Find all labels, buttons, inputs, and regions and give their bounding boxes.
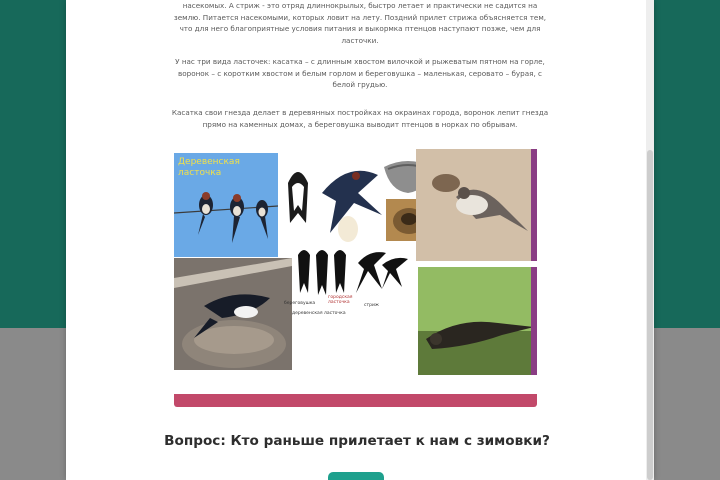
- article-page: [66, 0, 654, 480]
- article-line: У нас три вида ласточек: касатка – с длинным хвостом вилочкой и рыжеватым пятном на горле,: [175, 57, 545, 66]
- swallows-illustration: [174, 149, 537, 375]
- village-swallows-icon: [174, 153, 278, 257]
- city-swallow-panel: [174, 258, 292, 370]
- article-line: насекомых. А стриж - это отряд длиннокрылых, быстро летает и практически не садится на: [182, 1, 538, 10]
- article-line: ласточки.: [341, 35, 379, 45]
- article-paragraph-2: [168, 56, 552, 91]
- content-divider: [174, 394, 537, 407]
- purple-strip: [531, 267, 537, 375]
- answer-button[interactable]: [328, 472, 384, 480]
- city-swallow-nest-icon: [174, 258, 292, 370]
- article-line: воронок – с коротким хвостом и белым горлом и береговушка – маленькая, серовато – бурая, с: [178, 68, 542, 78]
- article-paragraph-1: [168, 0, 552, 46]
- article-line: белой грудью.: [332, 80, 388, 89]
- scrollbar-thumb[interactable]: [647, 150, 653, 480]
- article-line: землю. Питается насекомыми, которых ловит на лету. Поздний прилет стрижа объясняется тем,: [173, 12, 547, 22]
- bank-swallow-panel: [416, 149, 537, 261]
- village-swallow-panel: [174, 153, 278, 257]
- article-paragraph-3: [168, 107, 552, 130]
- caption-swift: стриж: [364, 303, 379, 308]
- caption-city-swallow: городская ласточка: [328, 295, 353, 305]
- swift-icon: [418, 267, 537, 375]
- purple-strip: [531, 149, 537, 261]
- article-line: Касатка свои гнезда делает в деревянных постройках на окраинах города, воронок лепит гнезда: [171, 108, 549, 117]
- bank-swallow-icon: [416, 149, 537, 261]
- article-line: что для него благоприятные условия питания и выкормка птенцов наступают позже, чем для: [179, 24, 541, 33]
- swift-panel: [418, 267, 537, 375]
- caption-village-swallow: деревенская ласточка: [292, 311, 346, 316]
- caption-bank-swallow: береговушка: [284, 301, 316, 306]
- village-swallow-label: Деревенская ласточка: [178, 157, 240, 178]
- quiz-question: Вопрос: Кто раньше прилетает к нам с зимовки?: [164, 433, 550, 449]
- article-line: прямо на каменных домах, а береговушка выводит птенцов в норках по обрывам.: [202, 119, 518, 129]
